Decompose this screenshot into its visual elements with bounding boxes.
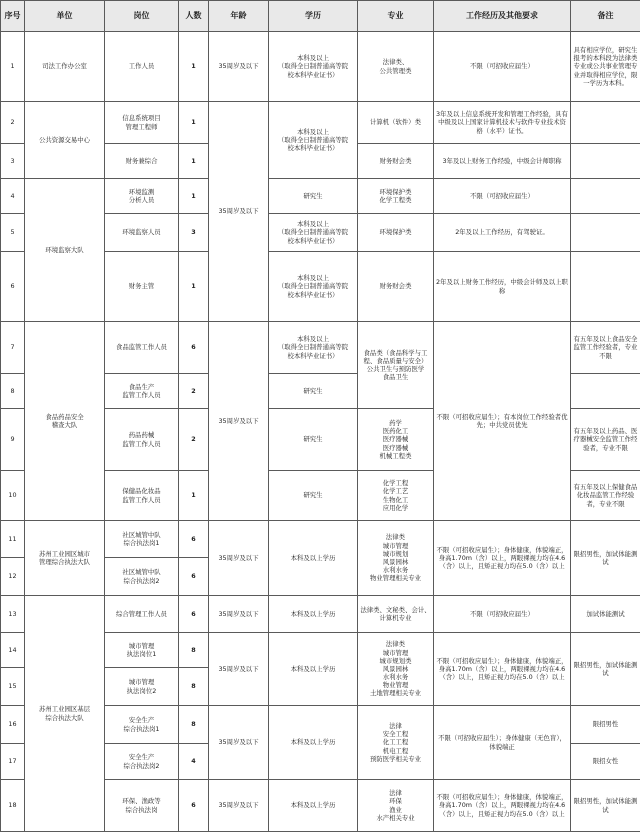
cell-post: 信息系统项目 管理工程师 [105, 102, 179, 144]
cell-age: 35周岁及以下 [209, 596, 269, 633]
cell-post: 保健品化妆品 监管工作人员 [105, 471, 179, 521]
cell-note: 限招男性，加试体能测试 [571, 780, 640, 832]
cell-unit: 司法工作办公室 [25, 32, 105, 102]
cell-age: 35周岁及以下 [209, 633, 269, 706]
cell-note: 有五年及以上食品安全监管工作经验者，专业不限 [571, 322, 640, 374]
cell-seq: 10 [1, 471, 25, 521]
cell-major: 食品类（食品科学与工程、食品质量与安全） 公共卫生与预防医学 食品卫生 [358, 322, 434, 409]
cell-seq: 2 [1, 102, 25, 144]
cell-unit: 食品药品安全 稽查大队 [25, 322, 105, 521]
header-seq: 序号 [1, 1, 25, 32]
cell-age: 35周岁及以下 [209, 102, 269, 322]
cell-count: 6 [179, 596, 209, 633]
cell-count: 8 [179, 633, 209, 668]
cell-post: 环境监察人员 [105, 214, 179, 252]
cell-major: 环境保护类 化学工程类 [358, 179, 434, 214]
header-exp: 工作经历及其他要求 [434, 1, 571, 32]
cell-major: 药学 医药化工 医疗器械 医疗器械 机械工程类 [358, 409, 434, 471]
cell-seq: 13 [1, 596, 25, 633]
cell-post: 环保、渔政等 综合执法岗 [105, 780, 179, 832]
cell-seq: 7 [1, 322, 25, 374]
cell-count: 1 [179, 252, 209, 322]
cell-age: 35周岁及以下 [209, 706, 269, 780]
cell-count: 1 [179, 471, 209, 521]
cell-major: 财务财会类 [358, 144, 434, 179]
cell-post: 食品监管工作人员 [105, 322, 179, 374]
header-note: 备注 [571, 1, 640, 32]
cell-major: 化学工程 化学工艺 生物化工 应用化学 [358, 471, 434, 521]
cell-count: 1 [179, 32, 209, 102]
table-row [1, 596, 640, 633]
cell-post: 财务主管 [105, 252, 179, 322]
table-header [1, 1, 640, 32]
cell-exp: 不限（可招收应届生）；身体健康，体貌端正，身高1.70m（含）以上，两眼裸视力均在4.6（含）以上，且矫正视力均在5.0（含）以上 [434, 780, 571, 832]
cell-exp: 3年及以上财务工作经验，中级会计师职称 [434, 144, 571, 179]
cell-post: 安全生产 综合执法岗2 [105, 744, 179, 780]
cell-seq: 18 [1, 780, 25, 832]
cell-edu: 本科及以上 （取得全日制普通高等院 校本科毕业证书） [269, 322, 358, 374]
cell-post: 城市管理 执法岗位2 [105, 668, 179, 706]
table-row [1, 179, 640, 214]
table-row [1, 521, 640, 558]
cell-count: 8 [179, 706, 209, 744]
cell-post: 环境监测 分析人员 [105, 179, 179, 214]
cell-note: 限招男性 [571, 706, 640, 744]
cell-note: 限招男性，加试体能测试 [571, 633, 640, 706]
cell-count: 4 [179, 744, 209, 780]
cell-count: 2 [179, 374, 209, 409]
cell-count: 3 [179, 214, 209, 252]
cell-note [571, 144, 640, 179]
header-count: 人数 [179, 1, 209, 32]
cell-major: 法律 安全工程 化工工程 机电工程 预防医学相关专业 [358, 706, 434, 780]
cell-count: 1 [179, 144, 209, 179]
cell-edu: 本科及以上 （取得全日制普通高等院 校本科毕业证书） [269, 252, 358, 322]
cell-age: 35周岁及以下 [209, 521, 269, 596]
cell-note [571, 102, 640, 144]
cell-edu: 本科及以上学历 [269, 780, 358, 832]
cell-edu: 研究生 [269, 374, 358, 409]
table-body [1, 32, 640, 832]
cell-edu: 研究生 [269, 409, 358, 471]
cell-edu: 本科及以上 （取得全日制普通高等院 校本科毕业证书） [269, 102, 358, 179]
cell-post: 综合管理工作人员 [105, 596, 179, 633]
cell-major: 法律类、 公共管理类 [358, 32, 434, 102]
cell-note: 加试体能测试 [571, 596, 640, 633]
cell-unit: 公共资源交易中心 [25, 102, 105, 179]
cell-count: 2 [179, 409, 209, 471]
cell-count: 1 [179, 102, 209, 144]
cell-seq: 6 [1, 252, 25, 322]
cell-major: 法律类 城市管理 城市规划 风景园林 水利水务 物业管理相关专业 [358, 521, 434, 596]
cell-edu: 本科及以上学历 [269, 633, 358, 706]
cell-edu: 本科及以上学历 [269, 521, 358, 596]
cell-post: 城市管理 执法岗位1 [105, 633, 179, 668]
cell-major: 法律 环保 渔业 水产相关专业 [358, 780, 434, 832]
header-major: 专业 [358, 1, 434, 32]
cell-exp: 不限（可招收应届生） [434, 179, 571, 214]
cell-seq: 8 [1, 374, 25, 409]
cell-edu: 研究生 [269, 471, 358, 521]
cell-note: 有五年及以上药品、医疗器械安全监管工作经验者，专业不限 [571, 409, 640, 471]
cell-unit: 苏州工业园区基层 综合执法大队 [25, 596, 105, 832]
cell-age: 35周岁及以下 [209, 32, 269, 102]
cell-post: 食品生产 监管工作人员 [105, 374, 179, 409]
cell-exp: 2年及以上财务工作经历，中级会计师及以上职称 [434, 252, 571, 322]
cell-post: 社区城管中队 综合执法岗2 [105, 558, 179, 596]
cell-age: 35周岁及以下 [209, 780, 269, 832]
cell-major: 法律类 城市管理 城市规划类 风景园林 水利水务 物业管理 土地管理相关专业 [358, 633, 434, 706]
cell-post: 药品药械 监管工作人员 [105, 409, 179, 471]
cell-seq: 9 [1, 409, 25, 471]
cell-exp: 不限（可招收应届生）；身体健康（无色盲），体貌端正 [434, 706, 571, 780]
cell-count: 8 [179, 668, 209, 706]
cell-note: 具有相应学位，研究生报考的本科段为法律类专业或公共事业管理专业并取得相应学位，限一学历为本科。 [571, 32, 640, 102]
cell-seq: 14 [1, 633, 25, 668]
cell-major: 法律类、文秘类、会计、计算机专业 [358, 596, 434, 633]
cell-note [571, 214, 640, 252]
cell-exp: 不限（可招收应届生）；身体健康，体貌端正，身高1.70m（含）以上，两眼裸视力均在4.6（含）以上，且矫正视力均在5.0（含）以上 [434, 521, 571, 596]
cell-note: 有五年及以上保健食品化妆品监管工作经验者，专业不限 [571, 471, 640, 521]
cell-seq: 1 [1, 32, 25, 102]
cell-post: 社区城管中队 综合执法岗1 [105, 521, 179, 558]
cell-edu: 本科及以上学历 [269, 706, 358, 780]
cell-exp: 3年及以上信息系统开发和管理工作经验，具有中级及以上国家计算机技术与软件专业技术资格（水平）证书。 [434, 102, 571, 144]
cell-count: 6 [179, 558, 209, 596]
table-row [1, 102, 640, 144]
cell-note [571, 374, 640, 409]
cell-note [571, 252, 640, 322]
cell-edu: 研究生 [269, 179, 358, 214]
header-edu: 学历 [269, 1, 358, 32]
cell-count: 6 [179, 521, 209, 558]
cell-post: 安全生产 综合执法岗1 [105, 706, 179, 744]
table-row [1, 32, 640, 102]
cell-note [571, 179, 640, 214]
cell-seq: 5 [1, 214, 25, 252]
cell-post: 财务兼综合 [105, 144, 179, 179]
cell-age: 35周岁及以下 [209, 322, 269, 521]
cell-major: 环境保护类 [358, 214, 434, 252]
table-row [1, 322, 640, 374]
header-post: 岗位 [105, 1, 179, 32]
cell-count: 6 [179, 322, 209, 374]
cell-major: 计算机（软件）类 [358, 102, 434, 144]
cell-seq: 3 [1, 144, 25, 179]
cell-count: 1 [179, 179, 209, 214]
cell-exp: 不限（可招收应届生） [434, 32, 571, 102]
cell-seq: 11 [1, 521, 25, 558]
header-age: 年龄 [209, 1, 269, 32]
cell-exp: 不限（可招收应届生）；身体健康，体貌端正，身高1.70m（含）以上，两眼裸视力均在4.6（含）以上，且矫正视力均在5.0（含）以上 [434, 633, 571, 706]
cell-exp: 不限（可招收应届生）；有本岗位工作经验者优先；中共党员优先 [434, 322, 571, 521]
cell-edu: 本科及以上 （取得全日制普通高等院 校本科毕业证书） [269, 32, 358, 102]
cell-edu: 本科及以上学历 [269, 596, 358, 633]
cell-unit: 苏州工业园区城市 管理综合执法大队 [25, 521, 105, 596]
cell-note: 限招女性 [571, 744, 640, 780]
cell-seq: 17 [1, 744, 25, 780]
cell-major: 财务财会类 [358, 252, 434, 322]
cell-seq: 4 [1, 179, 25, 214]
header-unit: 单位 [25, 1, 105, 32]
cell-exp: 不限（可招收应届生） [434, 596, 571, 633]
cell-seq: 16 [1, 706, 25, 744]
cell-seq: 12 [1, 558, 25, 596]
cell-seq: 15 [1, 668, 25, 706]
cell-edu: 本科及以上 （取得全日制普通高等院 校本科毕业证书） [269, 214, 358, 252]
cell-exp: 2年及以上工作经历，有驾驶证。 [434, 214, 571, 252]
cell-post: 工作人员 [105, 32, 179, 102]
cell-unit: 环境监察大队 [25, 179, 105, 322]
cell-note: 限招男性，加试体能测试 [571, 521, 640, 596]
cell-count: 6 [179, 780, 209, 832]
